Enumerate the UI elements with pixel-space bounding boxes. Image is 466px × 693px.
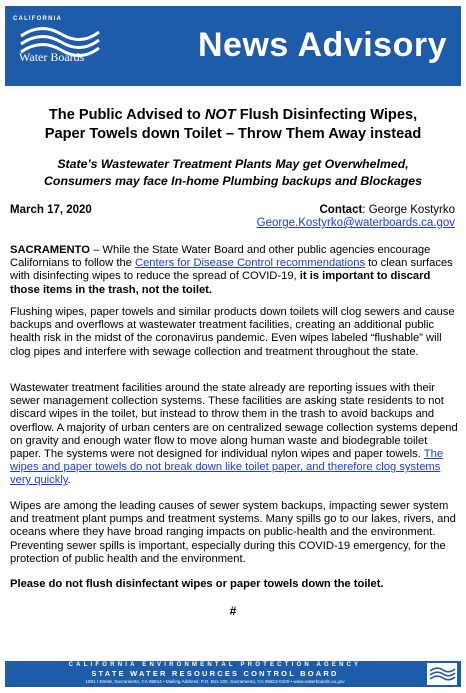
end-mark: # (229, 604, 237, 618)
footer-address: 1001 I Street, Sacramento, CA 95814 • Mailing Address: P.O. Box 100, Sacramento, CA 95812-0100 • www.waterboards.ca.gov (85, 679, 345, 684)
release-date: March 17, 2020 (10, 204, 92, 216)
header-banner (5, 6, 461, 86)
headline-line2: Paper Towels down Toilet – Throw Them Away instead (44, 126, 422, 142)
water-boards-footer-logo (427, 663, 457, 685)
paragraph-2: Flushing wipes, paper towels and similar products down toilets will clog sewers and cause backups and overflows at wastewater treatment facilities, creating an additional public health risk in the midst of the coronavirus pandemic. Even wipes labeled “flushable” will clog pipes and interfere with sewage collection and treatment throughout the state. (10, 306, 455, 358)
headline-part: Flush Disinfecting Wipes, (235, 107, 418, 123)
paragraph-text: Wastewater treatment facilities around the state already are reporting issues with their sewer management collection systems. These facilities are asking state residents to not discard wipes in the toilet, but instead to throw them in the trash to avoid backups and overflow. A majority of urban centers are on centralized sewage collection systems depend on gravity and enough water flow to move along human waste and biodegrable toilet paper. The systems were not designed for individual nylon wipes and paper towels. (10, 382, 458, 461)
footer-board: STATE WATER RESOURCES CONTROL BOARD (91, 669, 339, 678)
wipes-info-link[interactable]: The wipes and paper towels do not break down like toilet paper, and therefore clog systems very quickly (10, 448, 444, 487)
paragraph-text: to clean surfaces with disinfecting wipes to reduce the spread of COVID-19, (10, 257, 453, 283)
contact-label: Contact (319, 204, 363, 216)
paragraph-text: – While the State Water Board and other public agencies encourage Californians to follow the (10, 244, 431, 270)
logo-state-text: CALIFORNIA (13, 16, 62, 22)
subheadline (10, 156, 456, 190)
closing-statement: Please do not flush disinfectant wipes or paper towels down the toilet. (10, 578, 384, 590)
paragraph-emphasis: it is important to discard those items in the trash, not the toilet (10, 270, 431, 296)
paragraph-text: . (208, 283, 213, 296)
footer-agency: CALIFORNIA ENVIRONMENTAL PROTECTION AGENCY (68, 662, 362, 668)
water-boards-logo (15, 14, 105, 78)
headline (10, 106, 456, 144)
headline-part: The Public Advised to (48, 107, 205, 123)
headline-emphasis: NOT (204, 107, 236, 123)
logo-name-text: Water Boards (19, 50, 85, 64)
dateline: SACRAMENTO (10, 244, 90, 256)
paragraph-4: Wipes are among the leading causes of sewer system backups, impacting sewer system and treatment plant pumps and treatment systems. Many spills go to our lakes, rivers, and oceans where they have broad ranging impacts on public-health and the environment. Preventing sewer spills is important, especially during this COVID-19 emergency, for the protection of public health and the environment. (10, 500, 456, 565)
contact-email-link[interactable]: George.Kostyrko@waterboards.ca.gov (256, 217, 455, 229)
footer-banner (5, 661, 461, 687)
contact-block (257, 204, 455, 230)
cdc-recommendations-link[interactable]: Centers for Disease Control recommendations (135, 257, 366, 270)
paragraph-1 (10, 244, 458, 297)
contact-name: : George Kostyrko (362, 204, 455, 216)
subheadline-line2: Consumers may face In-home Plumbing backups and Blockages (44, 174, 422, 188)
paragraph-3 (10, 382, 458, 488)
paragraph-text: . (67, 474, 71, 487)
banner-title: News Advisory (198, 26, 447, 64)
subheadline-line1: State’s Wastewater Treatment Plants May get Overwhelmed, (57, 157, 409, 171)
